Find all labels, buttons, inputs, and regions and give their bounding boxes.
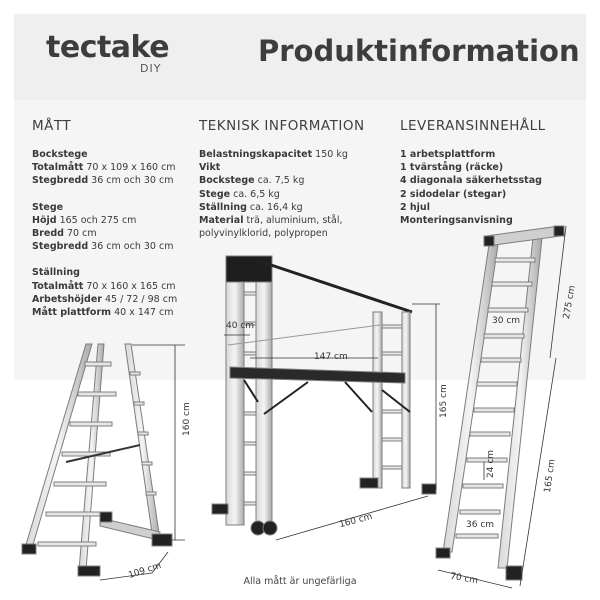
dim-ladder-top-width: 30 cm (492, 316, 521, 326)
page-title: Produktinformation (258, 34, 580, 68)
spec-row: Mått plattform 40 x 147 cm (32, 307, 174, 319)
dim-ladder-bottom-width: 36 cm (466, 520, 495, 530)
spec-row: Stegbredd 36 cm och 30 cm (32, 175, 174, 187)
extension-ladder (436, 226, 564, 580)
list-item: 4 diagonala säkerhetsstag (400, 175, 542, 187)
spec-row: Ställning ca. 16,4 kg (199, 201, 303, 213)
dim-ladder-bottom-height: 165 cm (543, 458, 558, 494)
a-frame-ladder (22, 344, 172, 576)
group-title: Stege (32, 201, 64, 213)
list-item: 2 hjul (400, 201, 430, 213)
group-title: Ställning (32, 267, 80, 279)
heading-teknisk: TEKNISK INFORMATION (199, 118, 365, 134)
dim-ladder-base-width: 70 cm (449, 571, 479, 587)
dim-scaffold-platform: 147 cm (314, 352, 348, 362)
dim-ladder-rung-gap: 24 cm (486, 449, 496, 478)
list-item: 1 tvärstång (räcke) (400, 162, 504, 174)
heading-leverans: LEVERANSINNEHÅLL (400, 118, 546, 134)
list-item: 1 arbetsplattform (400, 149, 496, 160)
spec-row: Totalmått 70 x 109 x 160 cm (32, 162, 176, 174)
dim-scaffold-length: 160 cm (338, 511, 374, 531)
heading-matt: MÅTT (32, 118, 72, 134)
brand-sub: DIY (140, 62, 162, 75)
dim-scaffold-height: 165 cm (439, 384, 449, 418)
dim-a-frame-depth: 109 cm (127, 561, 163, 581)
spec-row: Höjd 165 och 275 cm (32, 214, 137, 226)
spec-row: Vikt (199, 162, 221, 174)
spec-row: Bockstege ca. 7,5 kg (199, 175, 305, 187)
dim-scaffold-depth: 40 cm (226, 321, 255, 331)
dim-a-frame-height: 160 cm (182, 402, 192, 436)
list-item: 2 sidodelar (stegar) (400, 188, 507, 200)
spec-row: Totalmått 70 x 160 x 165 cm (32, 280, 176, 292)
spec-row: Material trä, aluminium, stål, (199, 215, 343, 227)
list-item: Monteringsanvisning (400, 215, 513, 227)
brand-logo: tectake (46, 30, 170, 65)
scaffold (212, 256, 436, 535)
spec-row: Stege ca. 6,5 kg (199, 188, 280, 200)
group-title: Bockstege (32, 149, 88, 160)
dim-ladder-top-height: 275 cm (562, 284, 578, 320)
spec-row: Belastningskapacitet 150 kg (199, 149, 348, 160)
spec-row: polyvinylklorid, polypropen (199, 228, 328, 240)
spec-row: Arbetshöjder 45 / 72 / 98 cm (32, 293, 178, 305)
spec-row: Stegbredd 36 cm och 30 cm (32, 241, 174, 253)
footer-note: Alla mått är ungefärliga (243, 576, 357, 587)
spec-row: Bredd 70 cm (32, 228, 97, 240)
